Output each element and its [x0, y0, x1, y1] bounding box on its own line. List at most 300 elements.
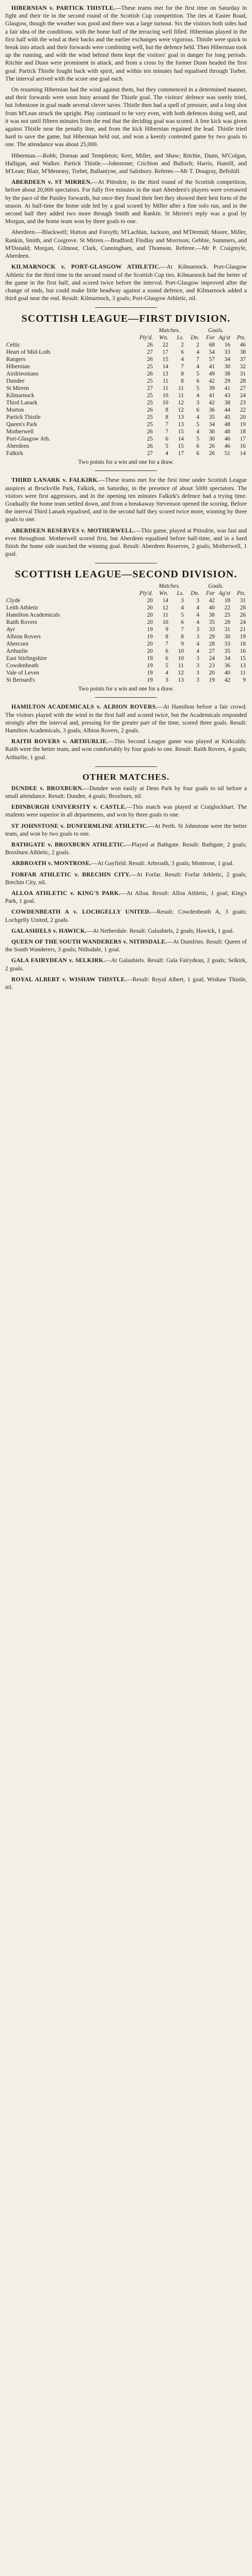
table-cell: 26 [147, 443, 153, 450]
table-cell: 26 [147, 356, 153, 363]
report-lead: GALASHIELS v. HAWICK. [11, 927, 87, 934]
section-divider [95, 766, 157, 767]
other-matches-heading: OTHER MATCHES. [82, 772, 170, 782]
table-cell: 42 [209, 378, 215, 385]
report-lead: FORFAR ATHLETIC v. BRECHIN CITY. [11, 871, 131, 878]
team-name: Heart of Mid-Loth. [6, 349, 52, 356]
table-cell: 44 [224, 407, 230, 414]
match-report [5, 737, 247, 761]
report-text: —At Netherdale. Result: Galashiels, 2 goals; Hawick, 1 goal. [86, 927, 234, 934]
table-cell: 46 [224, 443, 230, 450]
report-lead: ALLOA ATHLETIC v. KING'S PARK. [11, 890, 121, 897]
table-cell: 14 [240, 450, 246, 457]
table-cell: 28 [240, 378, 246, 385]
other-matches-section [5, 772, 247, 991]
match-report [5, 703, 247, 734]
table-cell: 8 [165, 634, 168, 640]
table-cell: 12 [178, 407, 184, 414]
table-cell: 5 [165, 443, 168, 450]
match-report [5, 263, 247, 302]
column-header: Wn. [159, 590, 168, 597]
table-cell: 38 [209, 612, 215, 619]
team-lineups [5, 228, 247, 260]
table-cell: 8 [181, 634, 184, 640]
table-cell: 11 [163, 378, 168, 385]
table-cell: 15 [240, 655, 246, 662]
table-cell: 7 [181, 626, 184, 633]
table-cell: 26 [147, 407, 153, 414]
table-cell: 3 [196, 598, 199, 604]
table-cell: 3 [196, 626, 199, 633]
report-text: —At Galashiels. Result: Gala Fairydean, 2 goals; Selkirk, 2 goals. [5, 957, 247, 972]
table-cell: 19 [209, 677, 215, 684]
table-cell: 8 [165, 414, 168, 421]
team-name: Raith Rovers [6, 619, 37, 626]
report-text: —At Kilmarnock. Port-Glasgow Athletic for the third time in the second round of the Scottish Cup ties. Kilmarnock had the better of the game in the first half, and scored twice before the interval. Port-Glasgow improved after the change of ends, but could make little headway against a sound defence, and Kilmarnock added a third goal near the end. Result: Kilmarnock, 3 goals; Port-Glasgow Athletic, nil. [5, 263, 247, 302]
table-cell: 15 [178, 443, 184, 450]
table-row [5, 648, 247, 655]
table-cell: 13 [178, 421, 184, 428]
table-cell: 46 [240, 342, 246, 349]
table-cell: 3 [165, 677, 168, 684]
table-cell: 11 [240, 670, 246, 677]
table-cell: 42 [209, 598, 215, 604]
column-header: Pts. [237, 590, 246, 597]
table-cell: 42 [209, 400, 215, 406]
column-header: Ply'd. [139, 590, 153, 597]
report-text: —These teams met for the first time under Scottish League auspices at Brockville Park, Falkirk, on Saturday, in the presence of about 5000 spectators. The visitors were first aggressors, and in the opening ten minutes Falkirk's defence had a trying time. Gradually the home team settled down, and from a breakaway Stevenson opened the scoring. Before the interval Third Lanark equalised, and in the second half they scored twice more, winning by three goals to one. [5, 477, 247, 523]
column-header [5, 334, 138, 341]
table-cell: 4 [196, 612, 199, 619]
table-cell: 39 [209, 385, 215, 392]
table-cell: 36 [209, 407, 215, 414]
table-row [5, 385, 247, 392]
team-name: Vale of Leven [6, 670, 39, 677]
column-header: For [206, 335, 215, 341]
column-header: Ag'st [218, 335, 230, 341]
table-cell: 36 [224, 663, 230, 669]
second-division-table [5, 583, 247, 684]
table-cell: 28 [240, 605, 246, 611]
column-header: Wn. [159, 335, 168, 341]
table-cell: 30 [224, 634, 230, 640]
team-name: Clyde [6, 598, 21, 604]
table-cell: 11 [178, 663, 184, 669]
table-cell: 46 [224, 436, 230, 443]
section-divider [95, 307, 157, 308]
table-cell: 18 [240, 429, 246, 435]
first-division-heading: SCOTTISH LEAGUE—FIRST DIVISION. [21, 313, 231, 325]
team-name: Kilmarnock [6, 392, 35, 399]
table-cell: 15 [162, 356, 168, 363]
table-cell: 10 [162, 619, 168, 626]
table-cell: 12 [162, 605, 168, 611]
report-text: —At Dumfries. Result: Queen of the South Wanderers, 3 goals; Nithsdale, 1 goal. [5, 938, 247, 953]
table-cell: 38 [240, 349, 246, 356]
table-cell: 10 [162, 400, 168, 406]
table-cell: 48 [224, 429, 230, 435]
table-cell: 27 [147, 450, 153, 457]
team-name: Falkirk [6, 450, 23, 457]
team-name: Third Lanark [6, 400, 38, 406]
table-cell: 7 [165, 421, 168, 428]
table-cell: 20 [147, 648, 153, 655]
report-text: —At Hamilton before a fair crowd. The visitors played with the wind in the first half and scored twice, but the Academicals responded strongly after the interval and, pressing for the greater part of the time, scored three goals. Result: Hamilton Academicals, 3 goals; Albion Rovers, 2 goals. [5, 703, 247, 734]
table-cell: 27 [209, 648, 215, 655]
team-name: East Stirlingshire [6, 655, 47, 662]
table-cell: 26 [147, 371, 153, 378]
table-row [5, 633, 247, 640]
table-cell: 20 [147, 598, 153, 604]
other-matches-list [5, 784, 247, 991]
points-note: Two points for a win and one for a draw. [78, 459, 174, 466]
match-report [5, 859, 247, 867]
report-text: —At Forfar. Result: Forfar Athletic, 2 goals; Brechin City, nil. [5, 871, 247, 886]
team-name: Arthurlie [6, 648, 28, 655]
table-cell: 5 [196, 436, 199, 443]
table-cell: 6 [196, 378, 199, 385]
report-lead: KILMARNOCK v. PORT-GLASGOW ATHLETIC. [11, 263, 161, 271]
table-cell: 10 [178, 655, 184, 662]
table-cell: 26 [209, 443, 215, 450]
report-text: —Result: Cowdenbeath A, 3 goals; Lochgelly United, 2 goals. [5, 908, 247, 923]
table-cell: 16 [224, 342, 230, 349]
table-cell: 6 [181, 619, 184, 626]
table-cell: 13 [178, 414, 184, 421]
table-cell: 5 [165, 663, 168, 669]
team-name: Dundee [6, 378, 25, 385]
table-cell: 4 [196, 619, 199, 626]
second-division-heading: SCOTTISH LEAGUE—SECOND DIVISION. [14, 569, 238, 580]
table-cell: 22 [224, 605, 230, 611]
table-cell: 5 [196, 385, 199, 392]
report-lead: DUNDEE v. BROXBURN. [11, 784, 84, 792]
table-row [5, 406, 247, 414]
report-text: Hibernian.—Robb; Dornan and Templeton; Kerr, Miller, and Shaw; Ritchie, Dunn, M'Colgan, Halligan, and Walker. Partick Thistle.—Johnstone; Crichton and Bulloch; Harris, Hamill, and M'Lean; Blair, M'Menemy, Torbet, Ballantyne, and Salisbury. Referee.—Mr T. Dougray, Bellshill. [5, 152, 247, 175]
table-cell: 6 [196, 450, 199, 457]
table-cell: 4 [196, 429, 199, 435]
table-cell: 4 [165, 450, 168, 457]
table-cell: 12 [178, 670, 184, 677]
match-report [5, 476, 247, 523]
table-cell: 26 [240, 612, 246, 619]
report-section-top [5, 4, 247, 302]
table-cell: 2 [196, 342, 199, 349]
match-report [5, 527, 247, 558]
report-text: —These teams met for the first time on Saturday in fight and their tie in the second round of the Scottish Cup competition. The ties at Easter Road, Glasgow, though the weather was good and there was a large turnout. Six the visitors both sides had a fair idea of the conditions. with the home half of the terracing well filled. Hibernian played in the first half with the wind at their backs and the earlier exchanges were vigorous. Thistle were quick to break into attack and their forwards were combining well, but the defence held. Then Hibernian took up the running, and with the wind behind them kept the visitors' goal in danger for long periods. Ritchie and Dunn were prominent in attack, and from a cross by the former Dunn headed the first goal. Partick Thistle fought back with spirit, and within ten minutes had equalised through Torbet. The interval arrived with the score one goal each. [5, 5, 247, 82]
table-cell: 32 [240, 364, 246, 370]
column-header: Ls. [177, 335, 184, 341]
team-name: Leith Athletic [6, 605, 39, 611]
table-cell: 6 [196, 407, 199, 414]
table-cell: 13 [240, 663, 246, 669]
points-note: Two points for a win and one for a draw. [78, 686, 174, 693]
table-row [5, 378, 247, 385]
table-cell: 51 [224, 450, 230, 457]
table-row [5, 421, 247, 428]
table-cell: 6 [196, 443, 199, 450]
table-cell: 43 [224, 392, 230, 399]
section-divider [95, 470, 157, 471]
first-division-table [5, 327, 247, 457]
table-cell: 5 [181, 612, 184, 619]
report-text: —At Gayfield. Result: Arbroath, 3 goals; Montrose, 1 goal. [91, 860, 234, 867]
team-name: Queen's Park [6, 421, 37, 428]
table-cell: 31 [240, 371, 246, 378]
report-lead: HIBERNIAN v. PARTICK THISTLE. [11, 5, 115, 11]
table-cell: 30 [224, 364, 230, 370]
table-cell: 11 [178, 392, 184, 399]
table-cell: 19 [240, 421, 246, 428]
goals-group-label: Goals. [208, 583, 224, 590]
table-cell: 5 [196, 421, 199, 428]
team-name: Hamilton Academicals [6, 612, 60, 619]
table-row [5, 450, 247, 457]
report-lead: ST JOHNSTONE v. DUNFERMLINE ATHLETIC. [11, 822, 149, 829]
table-cell: 34 [224, 655, 230, 662]
report-lead: COWDENBEATH A v. LOCHGELLY UNITED. [11, 908, 151, 916]
report-text: —Dundee won easily at Dens Park by four goals to nil before a small attendance. Result: Dundee, 4 goals; Broxburn, nil. [5, 784, 247, 799]
table-cell: 4 [196, 414, 199, 421]
table-cell: 25 [147, 392, 153, 399]
team-name: Cowdenbeath [6, 663, 39, 669]
table-cell: 6 [165, 436, 168, 443]
section-divider [95, 697, 157, 698]
report-section-lower [5, 703, 247, 761]
table-row [5, 392, 247, 399]
table-cell: 14 [162, 364, 168, 370]
table-cell: 25 [147, 414, 153, 421]
table-cell: 3 [196, 670, 199, 677]
table-cell: 7 [165, 429, 168, 435]
table-cell: 7 [196, 356, 199, 363]
table-cell: 49 [209, 371, 215, 378]
table-row [5, 349, 247, 356]
table-cell: 28 [224, 619, 230, 626]
table-cell: 27 [147, 349, 153, 356]
table-cell: 57 [209, 356, 215, 363]
table-cell: 8 [181, 378, 184, 385]
table-cell: 19 [147, 655, 153, 662]
report-lead: ABERDEEN RESERVES v. MOTHERWELL. [11, 527, 135, 534]
report-lead: HAMILTON ACADEMICALS v. ALBION ROVERS. [11, 703, 158, 711]
match-report [5, 822, 247, 838]
table-cell: 23 [209, 663, 215, 669]
table-cell: 45 [224, 414, 230, 421]
table-cell: 14 [162, 598, 168, 604]
match-report [5, 956, 247, 972]
table-cell: 19 [147, 670, 153, 677]
table-cell: 3 [196, 663, 199, 669]
report-text: —Played at Bathgate. Result: Bathgate, 2 goals; Broxburn Athletic, 2 goals. [5, 841, 247, 856]
match-report [5, 178, 247, 225]
table-cell: 22 [162, 342, 168, 349]
matches-group-label: Matches. [159, 327, 180, 334]
table-cell: 19 [147, 663, 153, 669]
report-text: —At Perth. St Johnstone were the better team, and won by two goals to one. [5, 822, 247, 837]
table-row [5, 677, 247, 684]
table-column-header [5, 334, 247, 341]
table-cell: 29 [224, 378, 230, 385]
table-row [5, 597, 247, 604]
table-cell: 31 [240, 598, 246, 604]
table-row [5, 370, 247, 378]
report-text: Aberdeen.—Blackwell; Hutton and Forsyth; M'Lachlan, Jackson, and M'Dermid; Moore, Miller, Rankin, Smith, and Cosgrove. St Mirren.—Bradford; Findlay and Morrison; Gebbie, Summers, and M'Donald; Morgan, Gilmour, Clark, Cunningham, and Thomson. Referee.—Mr P. Craigmyle, Aberdeen. [5, 229, 247, 260]
table-cell: 68 [209, 342, 215, 349]
report-text: On resuming Hibernian had the wind against them, but they commenced in a determined manner, and their forwards were soon busy around the Thistle goal. The visitors' defence was sorely tried, but Johnstone in goal made several clever saves. Thistle then had a spell of pressure, and a long shot from M'Lean struck the upright. Play continued to be very even, with both defences doing well, and it was not until fifteen minutes from the end that the deciding goal was scored. A free kick was given against Thistle near the penalty line, and from the kick Hibernian regained the lead. Thistle tried hard to save the game, but Hibernian held out, and won a keenly contested game by two goals to one. The attendance was about 25,000. [5, 86, 247, 148]
table-cell: 10 [162, 392, 168, 399]
team-name: St Mirren [6, 385, 29, 392]
report-text: —Result: Royal Albert, 1 goal; Wishaw Thistle, nil. [5, 976, 247, 991]
table-cell: 37 [240, 356, 246, 363]
table-cell: 4 [196, 392, 199, 399]
table-cell: 3 [196, 400, 199, 406]
matches-group-label: Matches. [159, 583, 180, 590]
report-text: —This Second League game was played at Kirkcaldy. Raith were the better team, and won comfortably by four goals to one. Result: Raith Rovers, 4 goals; Arthurlie, 1 goal. [5, 738, 247, 761]
table-cell: 33 [224, 641, 230, 648]
first-division-rows [5, 341, 247, 457]
table-cell: 21 [240, 626, 246, 633]
table-row [5, 414, 247, 421]
table-cell: 24 [209, 655, 215, 662]
table-cell: 41 [224, 385, 230, 392]
table-cell: 35 [209, 414, 215, 421]
table-cell: 20 [240, 414, 246, 421]
table-cell: 9 [243, 677, 246, 684]
table-row [5, 655, 247, 662]
table-cell: 20 [209, 670, 215, 677]
second-division-rows [5, 597, 247, 684]
table-cell: 19 [147, 634, 153, 640]
table-cell: 14 [178, 436, 184, 443]
table-cell: 8 [181, 371, 184, 378]
report-lead: ARBROATH v. MONTROSE. [11, 860, 91, 867]
table-cell: 42 [224, 677, 230, 684]
table-cell: 19 [147, 677, 153, 684]
table-row [5, 604, 247, 611]
table-cell: 11 [178, 385, 184, 392]
table-cell: 20 [147, 605, 153, 611]
table-cell: 20 [147, 619, 153, 626]
table-cell: 23 [240, 400, 246, 406]
team-name: Aberdeen [6, 443, 29, 450]
team-lineups [5, 152, 247, 176]
table-cell: 17 [162, 349, 168, 356]
table-cell: 6 [165, 655, 168, 662]
table-cell: 2 [181, 342, 184, 349]
table-cell: 34 [224, 356, 230, 363]
goals-group-label: Goals. [208, 327, 224, 334]
table-cell: 12 [178, 400, 184, 406]
table-cell: 7 [181, 364, 184, 370]
match-report [5, 803, 247, 819]
table-cell: 3 [181, 598, 184, 604]
table-cell: 41 [209, 364, 215, 370]
table-cell: 40 [209, 605, 215, 611]
table-row [5, 626, 247, 633]
table-row [5, 399, 247, 406]
table-cell: 4 [196, 641, 199, 648]
table-cell: 24 [240, 392, 246, 399]
match-report [5, 927, 247, 935]
table-cell: 33 [209, 626, 215, 633]
table-cell: 28 [209, 641, 215, 648]
table-row [5, 662, 247, 669]
table-cell: 38 [224, 371, 230, 378]
table-cell: 25 [147, 421, 153, 428]
match-report [5, 908, 247, 923]
table-cell: 35 [224, 648, 230, 655]
table-cell: 30 [209, 436, 215, 443]
table-row [5, 619, 247, 626]
table-cell: 34 [209, 421, 215, 428]
report-text: —At Pittodrie, in the third round of the Scottish competition, before about 20,000 spectators. For fully five minutes in the start Aberdeen's players were overawed by the pace of the Paisley forwards, but once they found their feet they showed their best form of the season. At half-time the home side led by a goal scored by Miller after a fine solo run, and in the second half they added two more through Smith and Rankin. St Mirren's reply was a goal by Morgan, and the home team won by three goals to one. [5, 179, 247, 225]
table-cell: 25 [147, 400, 153, 406]
table-cell: 20 [147, 612, 153, 619]
table-cell: 13 [178, 677, 184, 684]
team-name: Morton [6, 407, 24, 414]
report-lead: RAITH ROVERS v. ARTHURLIE. [11, 738, 108, 745]
match-report [5, 938, 247, 953]
match-report [5, 871, 247, 886]
column-header: Dn. [191, 590, 199, 597]
team-name: Motherwell [6, 429, 34, 435]
report-lead: GALA FAIRYDEAN v. SELKIRK. [11, 957, 105, 964]
table-row [5, 669, 247, 677]
match-report [5, 4, 247, 83]
team-name: Rangers [6, 356, 26, 363]
table-cell: 7 [165, 641, 168, 648]
team-name: Partick Thistle [6, 414, 41, 421]
table-cell: 4 [181, 605, 184, 611]
report-text: —At Alloa. Result: Alloa Athletic, 1 goal; King's Park, 1 goal. [5, 890, 247, 905]
table-cell: 17 [178, 450, 184, 457]
table-cell: 6 [165, 648, 168, 655]
table-column-header [5, 590, 247, 597]
table-cell: 17 [240, 436, 246, 443]
column-header: Ls. [177, 590, 184, 597]
table-cell: 9 [165, 626, 168, 633]
column-header: For [206, 590, 215, 597]
table-row [5, 341, 247, 349]
table-cell: 4 [165, 670, 168, 677]
team-name: St Bernard's [6, 677, 35, 684]
table-cell: 31 [224, 626, 230, 633]
report-text: —This match was played at Craiglockhart. The students were superior in all departments, and won by three goals to one. [5, 804, 247, 819]
table-cell: 41 [209, 392, 215, 399]
table-cell: 5 [196, 371, 199, 378]
table-cell: 10 [178, 648, 184, 655]
table-cell: 4 [181, 356, 184, 363]
report-lead: THIRD LANARK v. FALKIRK. [11, 477, 99, 484]
table-cell: 11 [163, 612, 168, 619]
report-lead: ROYAL ALBERT v. WISHAW THISTLE. [11, 976, 127, 983]
table-cell: 19 [147, 626, 153, 633]
team-name: Celtic [6, 342, 21, 349]
table-cell: 38 [224, 400, 230, 406]
table-row [5, 640, 247, 648]
table-cell: 4 [196, 364, 199, 370]
table-cell: 15 [178, 429, 184, 435]
table-cell: 26 [209, 450, 215, 457]
table-row [5, 611, 247, 619]
table-cell: 26 [147, 429, 153, 435]
report-section-middle [5, 476, 247, 558]
table-cell: 22 [240, 407, 246, 414]
column-header: Pts. [237, 335, 246, 341]
table-cell: 18 [224, 598, 230, 604]
table-cell: 3 [196, 677, 199, 684]
